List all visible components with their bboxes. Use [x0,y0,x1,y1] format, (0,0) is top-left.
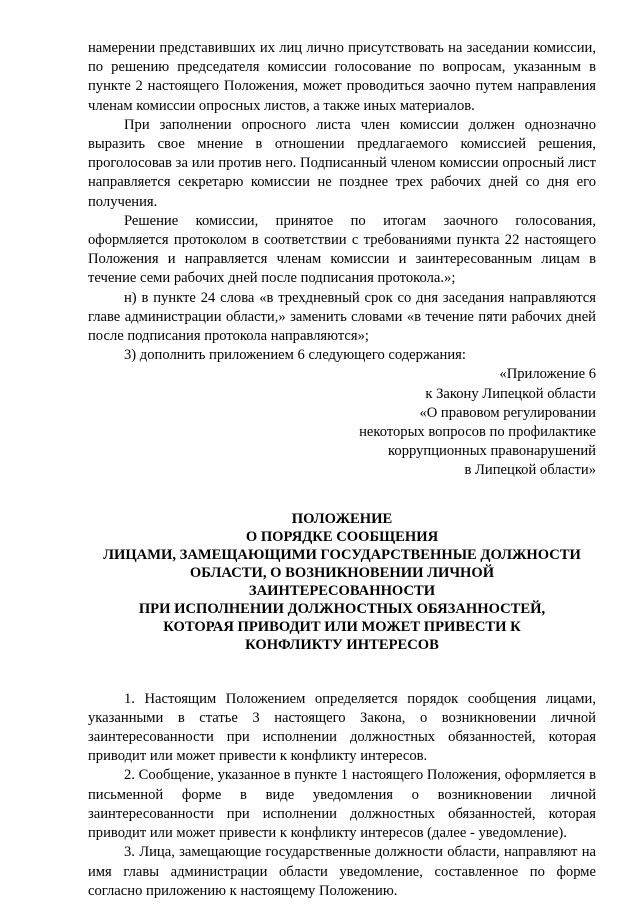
title-line: ОБЛАСТИ, О ВОЗНИКНОВЕНИИ ЛИЧНОЙ [189,564,495,581]
paragraph: 3) дополнить приложением 6 следующего содержания: [124,347,466,364]
appendix-line: некоторых вопросов по профилактике [359,424,596,441]
title-line: ЗАИНТЕРЕСОВАННОСТИ [248,582,436,599]
document-title [88,510,596,654]
title-line: КОНФЛИКТУ ИНТЕРЕСОВ [245,636,439,653]
appendix-header [88,365,596,480]
appendix-line: коррупционных правонарушений [388,443,596,460]
numbered-paragraph: 1. Настоящим Положением определяется порядок сообщения лицами, указанными в статье 3 настоящего Закона, о возникновении личной заинтересованности при исполнении должностных обязанностей, которая приводит или может привести к конфликту интересов. [88,690,596,765]
numbered-paragraph: 2. Сообщение, указанное в пункте 1 настоящего Положения, оформляется в письменной форме в виде уведомления о возникновении личной заинтересованности при исполнении должностных обязанностей, которая приводит или может привести к конфликту интересов (далее - уведомление). [88,767,596,842]
appendix-line: «О правовом регулировании [419,404,596,421]
paragraph: При заполнении опросного листа член комиссии должен однозначно выразить свое мнение в отношении предлагаемого комиссией решения, проголосовав за или против него. Подписанный членом комиссии опросный лист направляется секретарю комиссии не позднее трех рабочих дней со дня его получения. [88,116,596,210]
paragraph: намерении представивших их лиц лично присутствовать на заседании комиссии, по решению председателя комиссии голосование по вопросам, указанным в пункте 2 настоящего Положения, может проводиться заочно путем направления членам комиссии опросных листов, а также иных материалов. [88,40,596,114]
appendix-line: в Липецкой области» [464,462,596,479]
spacer [88,654,596,690]
title-line: КОТОРАЯ ПРИВОДИТ ИЛИ МОЖЕТ ПРИВЕСТИ К [163,618,521,635]
appendix-line: «Приложение 6 [499,366,596,383]
appendix-line: к Закону Липецкой области [425,385,596,402]
title-line: ПОЛОЖЕНИЕ [291,510,393,527]
top-section [88,39,596,365]
paragraph: н) в пункте 24 слова «в трехдневный срок со дня заседания направляются главе администрации области,» заменить словами «в течение пяти рабочих дней после подписания протокола направляются»; [88,289,596,345]
paragraph: Решение комиссии, принятое по итогам заочного голосования, оформляется протоколом в соответствии с требованиями пункта 22 настоящего Положения и направляется членам комиссии и заинтересованным лицам в течение семи рабочих дней после подписания протокола.»; [88,212,596,287]
title-line: ЛИЦАМИ, ЗАМЕЩАЮЩИМИ ГОСУДАРСТВЕННЫЕ ДОЛЖНОСТИ [103,546,581,563]
title-line: ПРИ ИСПОЛНЕНИИ ДОЛЖНОСТНЫХ ОБЯЗАННОСТЕЙ, [138,600,546,617]
title-line: О ПОРЯДКЕ СООБЩЕНИЯ [245,528,439,545]
numbered-paragraph: 3. Лица, замещающие государственные должности области, направляют на имя главы администрации области уведомление, составленное по форме согласно приложению к настоящему Положению. [88,844,596,899]
bottom-section [88,690,596,901]
